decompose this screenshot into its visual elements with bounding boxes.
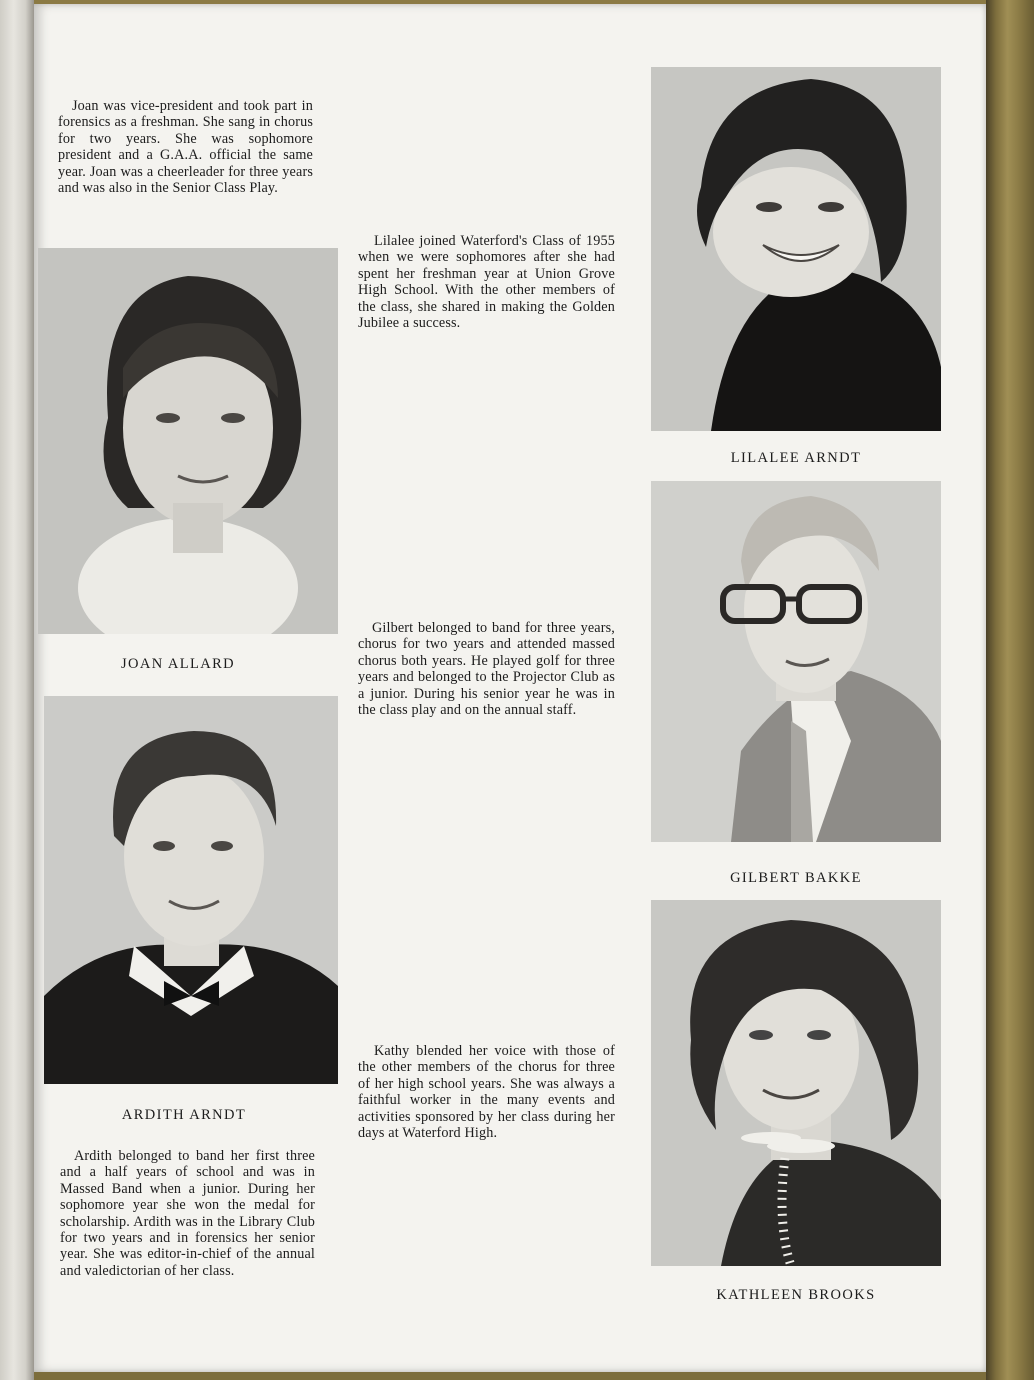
bio-kathleen: Kathy blended her voice with those of the other members of the chorus for three of her high school years. She was always a faithful worker in the many events and activities sponsored by her class during her days at Waterford High. [358,1043,615,1142]
portrait-gilbert-bakke [651,481,941,842]
caption-kathleen: KATHLEEN BROOKS [716,1287,876,1303]
portrait-ardith-arndt [44,696,338,1084]
portrait-joan-allard [38,248,338,634]
portrait-lilalee-arndt [651,67,941,431]
bio-ardith: Ardith belonged to band her first three and a half years of school and was in Massed Band when a junior. During her sophomore year she won the medal for scholarship. Ardith was in the Library Club for two years and in forensics her senior year. She was editor-in-chief of the annual and valedictorian of her class. [60,1148,315,1279]
portrait-kathleen-brooks [651,900,941,1266]
caption-joan: JOAN ALLARD [120,656,236,672]
book-gutter [0,0,34,1380]
caption-ardith: ARDITH ARNDT [121,1107,247,1123]
bio-gilbert: Gilbert belonged to band for three years, chorus for two years and attended massed chorus both years. He played golf for three years and belonged to the Projector Club as a junior. During his senior year he was in the class play and on the annual staff. [358,620,615,719]
yearbook-page [34,4,986,1372]
caption-lilalee: LILALEE ARNDT [730,450,862,466]
bio-lilalee: Lilalee joined Waterford's Class of 1955 when we were sophomores after she had spent her freshman year at Union Grove High School. With the other members of the class, she shared in making the Golden Jubilee a success. [358,233,615,332]
caption-gilbert: GILBERT BAKKE [730,870,862,886]
book-bottom-edge [34,1372,986,1380]
bio-joan: Joan was vice-president and took part in forensics as a freshman. She sang in chorus for two years. She was sophomore president and a G.A.A. official the same year. Joan was a cheerleader for three years and was also in the Senior Class Play. [58,98,313,197]
book-cover-edge [986,0,1034,1380]
